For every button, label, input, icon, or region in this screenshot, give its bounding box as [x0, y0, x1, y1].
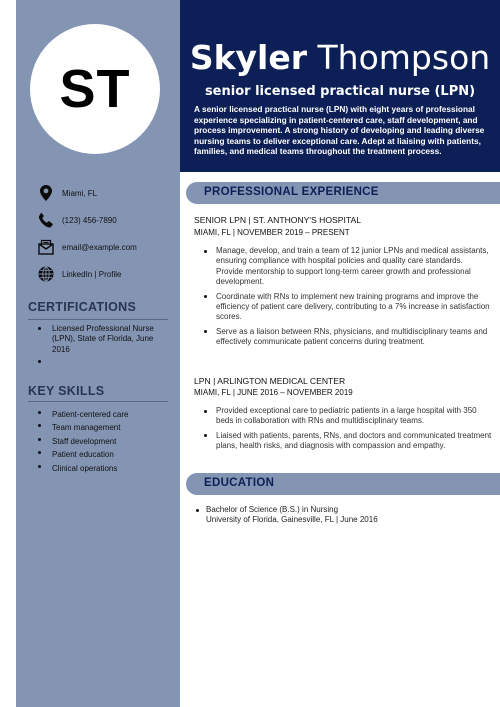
experience-section-bar — [186, 182, 500, 204]
list-item: Patient education — [36, 448, 166, 461]
experience-heading: PROFESSIONAL EXPERIENCE — [204, 186, 379, 198]
list-item: Staff development — [36, 435, 166, 448]
education-section-bar — [186, 473, 500, 495]
avatar-initials: ST — [59, 59, 131, 119]
key-skills-list — [36, 408, 166, 475]
job-title: SENIOR LPN | ST. ANTHONY'S HOSPITAL — [194, 215, 362, 225]
list-item: Clinical operations — [36, 462, 166, 475]
list-item: Licensed Professional Nurse (LPN), State of Florida, June 2016 — [36, 324, 164, 355]
certifications-list — [36, 324, 164, 368]
job-meta: MIAMI, FL | JUNE 2016 – NOVEMBER 2019 — [194, 388, 353, 397]
contact-location — [36, 184, 97, 202]
job-bullets — [204, 406, 492, 452]
phone-icon — [36, 211, 56, 229]
contact-phone — [36, 211, 117, 229]
email-text: email@example.com — [62, 242, 137, 252]
location-text: Miami, FL — [62, 188, 98, 198]
list-item: Manage, develop, and train a team of 12 junior LPNs and medical assistants, ensuring compliance with hospital policies and quality care standards. Provide mentorship to support long-term career growth and professional development. — [204, 246, 492, 288]
linkedin-link[interactable]: LinkedIn | Profile — [62, 269, 122, 279]
school: University of Florida, Gainesville, FL | June 2016 — [206, 515, 378, 525]
avatar — [30, 24, 160, 154]
header-banner — [180, 0, 500, 172]
list-item: Liaised with patients, parents, RNs, and doctors and communicated treatment plans, health risks, and diagnosis with compassion and empathy. — [204, 431, 492, 452]
list-item — [36, 357, 164, 367]
job-bullets — [204, 246, 492, 348]
profile-summary: A senior licensed practical nurse (LPN) with eight years of professional experience specializing in patient-centered care, staff development, and process improvement. A strong history of developing and leading diverse nursing teams to deliver exceptional care. Adept at liaising with patients, families, and medical teams throughout the treatment process. — [194, 104, 485, 157]
certifications-divider — [28, 319, 168, 320]
first-name: Skyler — [189, 38, 308, 77]
list-item: Team management — [36, 421, 166, 434]
list-item: Serve as a liaison between RNs, physicians, and multidisciplinary teams and effectively communicate patient concerns during treatment. — [204, 327, 492, 348]
list-item: Patient-centered care — [36, 408, 166, 421]
contact-email — [36, 238, 137, 256]
job-meta: MIAMI, FL | NOVEMBER 2019 – PRESENT — [194, 228, 350, 237]
key-skills-divider — [28, 401, 168, 402]
list-item: Coordinate with RNs to implement new training programs and improve the efficiency of patient care delivery, contributing to a 7% increase in satisfaction scores. — [204, 292, 492, 323]
job-title: LPN | ARLINGTON MEDICAL CENTER — [194, 376, 346, 386]
list-item: Provided exceptional care to pediatric patients in a large hospital with 350 beds in collaboration with RNs and multidisciplinary teams. — [204, 406, 492, 427]
globe-icon — [36, 265, 56, 283]
email-icon — [36, 238, 56, 256]
certifications-heading: CERTIFICATIONS — [28, 300, 137, 314]
map-pin-icon — [36, 184, 56, 202]
education-entry — [196, 505, 492, 526]
candidate-name — [180, 38, 500, 77]
degree: Bachelor of Science (B.S.) in Nursing — [196, 505, 492, 515]
phone-text: (123) 456-7890 — [62, 215, 117, 225]
key-skills-heading: KEY SKILLS — [28, 384, 105, 398]
job-role: senior licensed practical nurse (LPN) — [204, 84, 476, 99]
education-heading: EDUCATION — [204, 477, 275, 489]
last-name: Thompson — [317, 38, 491, 77]
contact-linkedin[interactable] — [36, 265, 121, 283]
